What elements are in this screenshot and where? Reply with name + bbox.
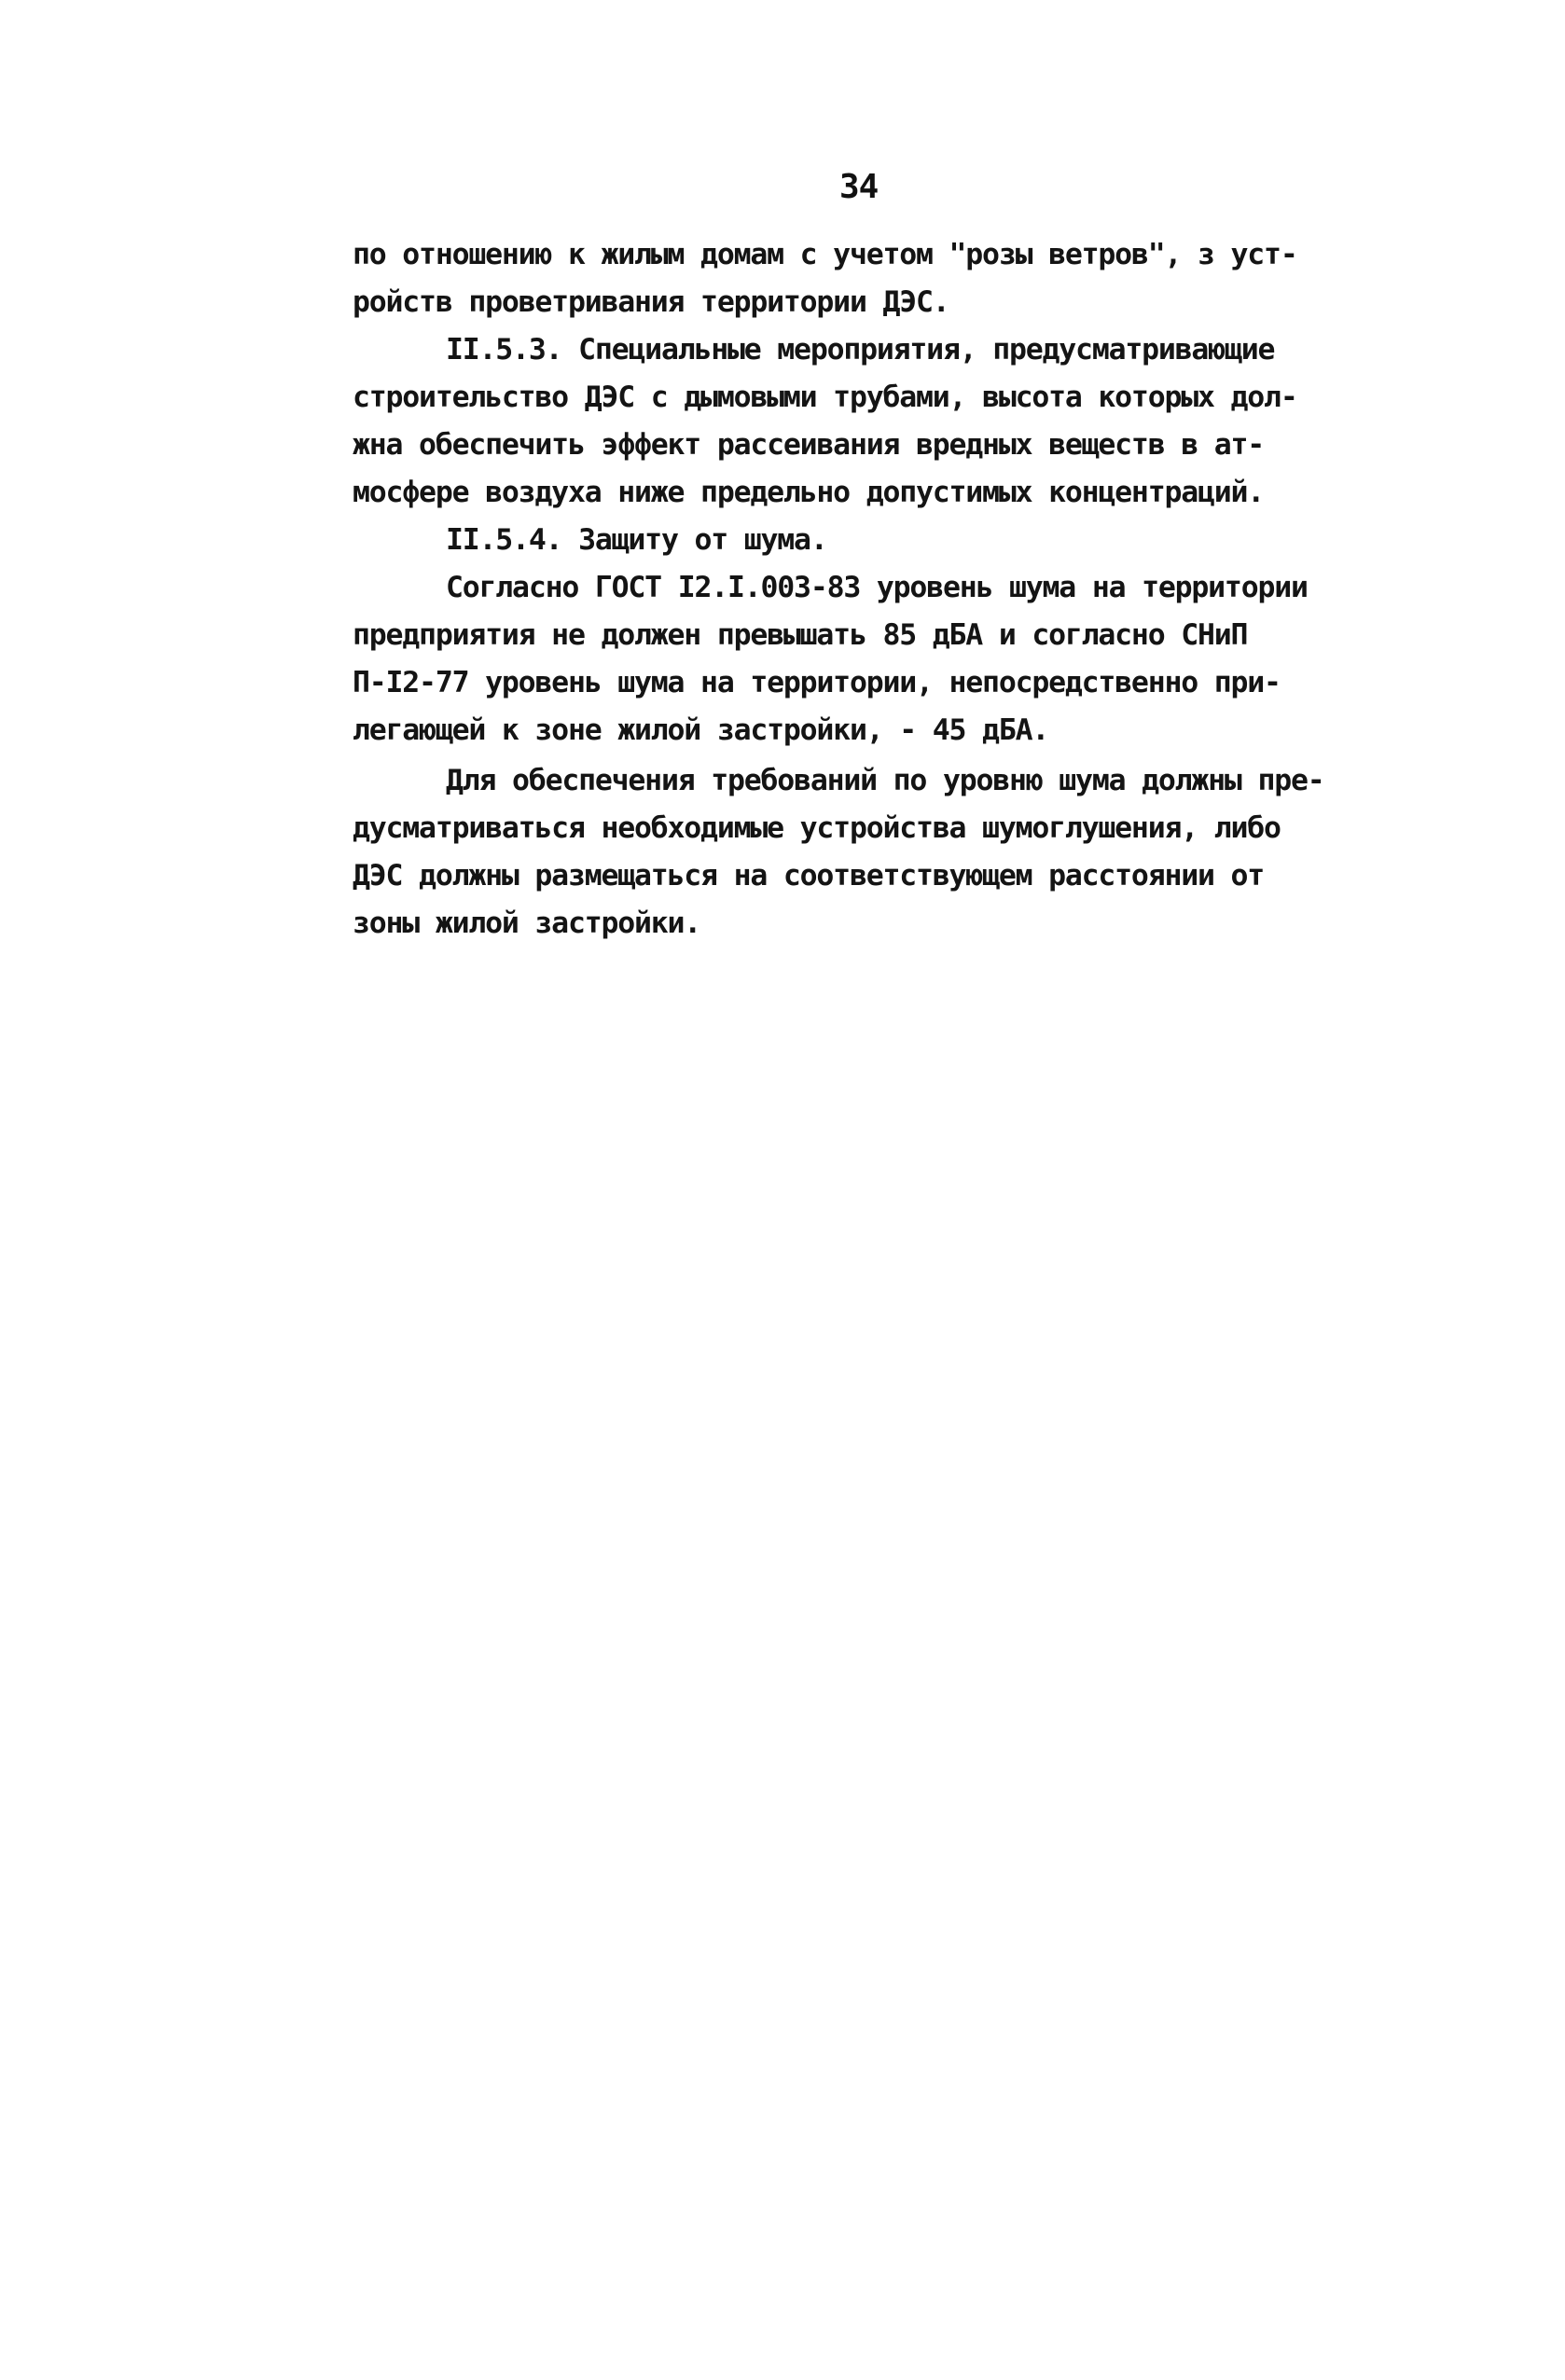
- text-line: ДЭС должны размещаться на соответствующем расстоянии от: [353, 859, 1265, 892]
- text-line: легающей к зоне жилой застройки, - 45 дБА.: [353, 713, 1049, 747]
- text-line: зоны жилой застройки.: [353, 906, 701, 940]
- text-line: строительство ДЭС с дымовыми трубами, высота которых дол-: [353, 381, 1297, 414]
- text-line: П-I2-77 уровень шума на территории, непосредственно при-: [353, 666, 1281, 699]
- text-line: дусматриваться необходимые устройства шумоглушения, либо: [353, 811, 1281, 845]
- text-line: Согласно ГОСТ I2.I.003-83 уровень шума на территории: [446, 571, 1308, 604]
- page-number: 34: [839, 168, 879, 206]
- text-line: по отношению к жилым домам с учетом "розы ветров", з уст-: [353, 238, 1297, 271]
- text-line: ройств проветривания территории ДЭС.: [353, 285, 949, 319]
- section-heading: II.5.3. Специальные мероприятия, предусматривающие: [446, 333, 1275, 367]
- text-line: Для обеспечения требований по уровню шума должны пре-: [446, 764, 1324, 797]
- text-line: предприятия не должен превышать 85 дБА и согласно СНиП: [353, 618, 1248, 652]
- text-line: мосфере воздуха ниже предельно допустимых концентраций.: [353, 476, 1265, 509]
- text-line: жна обеспечить эффект рассеивания вредных веществ в ат-: [353, 428, 1265, 462]
- section-heading: II.5.4. Защиту от шума.: [446, 523, 827, 557]
